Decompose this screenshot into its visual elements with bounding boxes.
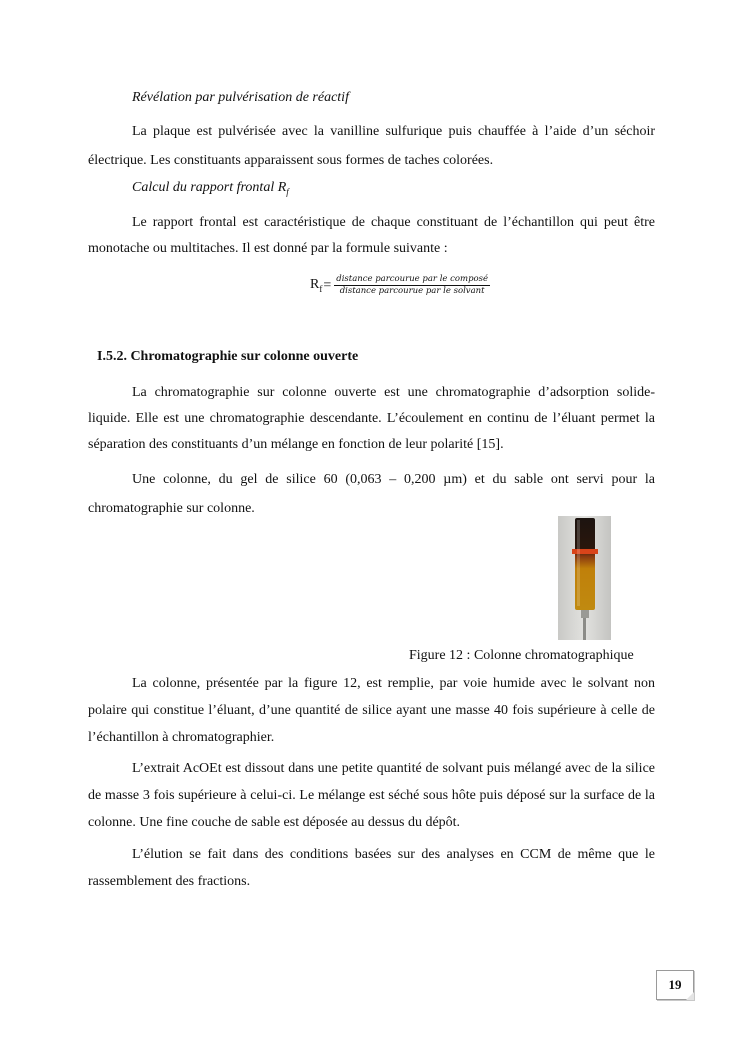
- column-paragraph-2: Une colonne, du gel de silice 60 (0,063 – 0,200 µm) et du sable ont servi pour la chromatographie sur colonne.: [88, 472, 655, 516]
- calc-heading-text: Calcul du rapport frontal R: [132, 180, 287, 195]
- column-illustration: [558, 516, 611, 640]
- figure-caption: Figure 12 : Colonne chromatographique: [409, 648, 634, 663]
- formula-r: R: [310, 277, 320, 293]
- formula-denominator: distance parcourue par le solvant: [339, 286, 485, 296]
- column-paragraph-1: La chromatographie sur colonne ouverte est une chromatographie d’adsorption solide-liquide. Elle est une chromatographie descendante. L’écoulement en continu de l’éluant permet la séparation des constituants d’un mélange en fonction de leur polarité [15].: [88, 385, 655, 452]
- calc-heading: [88, 175, 655, 205]
- rf-formula: [310, 274, 490, 297]
- rf-paragraph: Le rapport frontal est caractéristique de chaque constituant de l’échantillon qui peut être monotache ou multitaches. Il est donné par la formule suivante :: [88, 215, 655, 256]
- page-number: [656, 970, 694, 1000]
- column-paragraph-3: La colonne, présentée par la figure 12, est remplie, par voie humide avec le solvant non polaire qui constitue l’éluant, d’une quantité de silice ayant une masse 40 fois supérieure à celle de l’échantillon à chromatographier.: [88, 676, 655, 745]
- formula-lhs: [310, 277, 322, 294]
- formula-fraction: [334, 274, 490, 297]
- formula-numerator: distance parcourue par le composé: [336, 274, 489, 284]
- section-heading-column: I.5.2. Chromatographie sur colonne ouverte: [97, 349, 359, 364]
- formula-f-subscript: f: [319, 283, 323, 294]
- calc-heading-subscript: f: [286, 186, 289, 197]
- chromatography-column-photo: [558, 516, 611, 640]
- formula-equals: =: [323, 277, 332, 293]
- revelation-heading: Révélation par pulvérisation de réactif: [132, 90, 349, 105]
- column-paragraph-5: L’élution se fait dans des conditions basées sur des analyses en CCM de même que le rassemblement des fractions.: [88, 847, 655, 889]
- revelation-paragraph: La plaque est pulvérisée avec la vanilline sulfurique puis chauffée à l’aide d’un séchoir électrique. Les constituants apparaissent sous formes de taches colorées.: [88, 124, 655, 168]
- page-number-text: 19: [668, 977, 682, 992]
- column-paragraph-4: L’extrait AcOEt est dissout dans une petite quantité de solvant puis mélangé avec de la silice de masse 3 fois supérieure à celui-ci. Le mélange est séché sous hôte puis déposé sur la surface de la colonne. Une fine couche de sable est déposée au dessus du dépôt.: [88, 761, 655, 830]
